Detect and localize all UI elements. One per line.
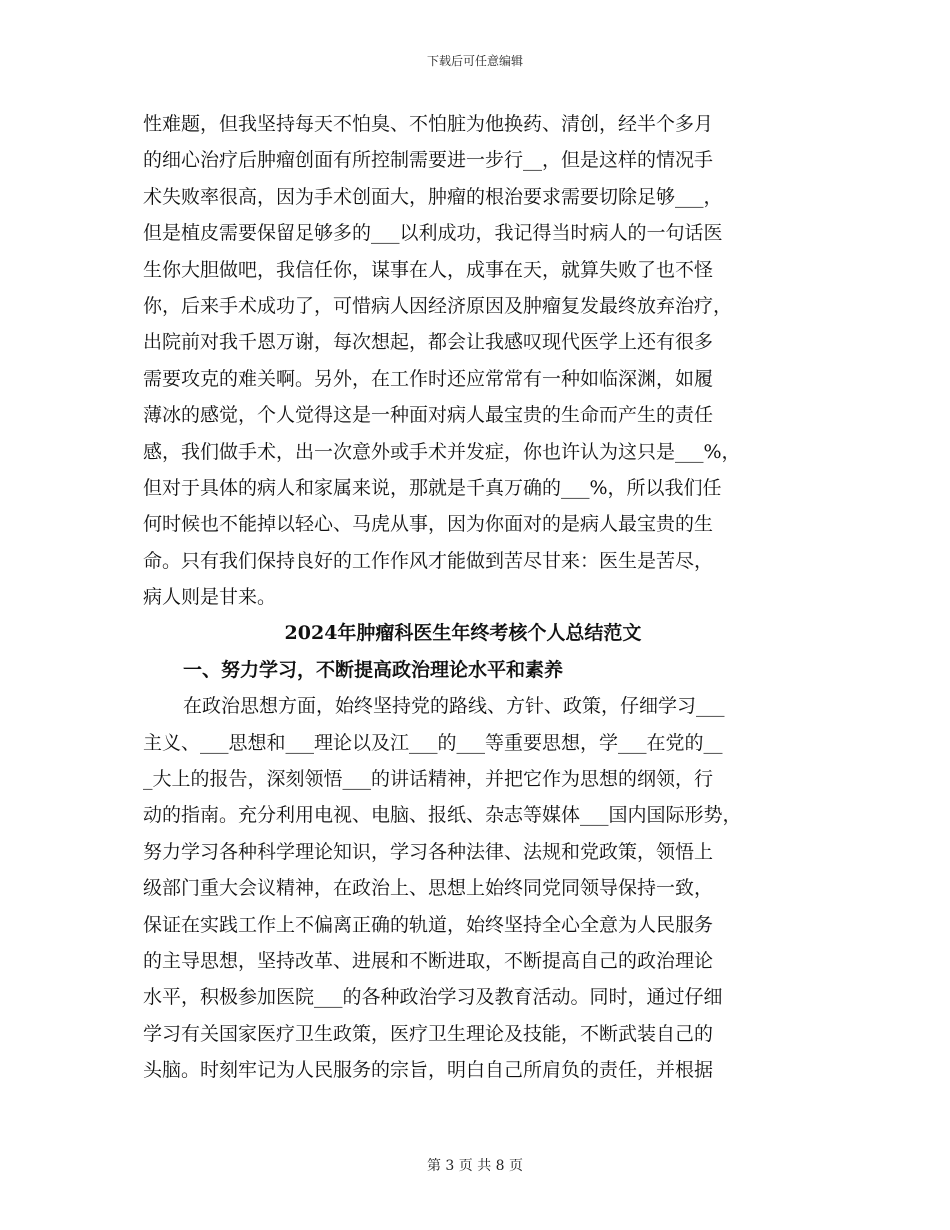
paragraph-line: 命。只有我们保持良好的工作作风才能做到苦尽甘来：医生是苦尽， bbox=[143, 549, 714, 572]
page-number-footer: 第 3 页 共 8 页 bbox=[426, 1158, 524, 1174]
paragraph-line: 的主导思想，坚持改革、进展和不断进取，不断提高自己的政治理论 bbox=[143, 949, 714, 972]
paragraph-line: 性难题，但我坚持每天不怕臭、不怕脏为他换药、清创，经半个多月 bbox=[143, 113, 714, 135]
document-body bbox=[143, 106, 811, 1089]
paragraph-line: _大上的报告，深刻领悟___的讲话精神，并把它作为思想的纲领，行 bbox=[143, 768, 714, 791]
paragraph-line: 出院前对我千恩万谢，每次想起，都会让我感叹现代医学上还有很多 bbox=[143, 331, 714, 354]
paragraph-line: 动的指南。充分利用电视、电脑、报纸、杂志等媒体___国内国际形势， bbox=[143, 804, 742, 827]
page-header: 下载后可任意编辑 bbox=[426, 54, 523, 68]
paragraph-line: 级部门重大会议精神，在政治上、思想上始终同党同领导保持一致， bbox=[143, 877, 714, 900]
paragraph-line: 生你大胆做吧，我信任你，谋事在人，成事在天，就算失败了也不怪 bbox=[143, 258, 714, 281]
paragraph-line: 薄冰的感觉，个人觉得这是一种面对病人最宝贵的生命而产生的责任 bbox=[143, 404, 714, 427]
paragraph-line: 感，我们做手术，出一次意外或手术并发症，你也许认为这只是___%， bbox=[143, 440, 741, 463]
paragraph-line: 的细心治疗后肿瘤创面有所控制需要进一步行__，但是这样的情况手 bbox=[143, 149, 714, 172]
document-title: 2024年肿瘤科医生年终考核个人总结范文 bbox=[284, 622, 642, 645]
paragraph-line: 何时候也不能掉以轻心、马虎从事，因为你面对的是病人最宝贵的生 bbox=[143, 513, 714, 536]
paragraph-line: 但是植皮需要保留足够多的___以利成功，我记得当时病人的一句话医 bbox=[143, 222, 723, 245]
paragraph-line: 你，后来手术成功了，可惜病人因经济原因及肿瘤复发最终放弃治疗， bbox=[143, 294, 733, 317]
section-heading: 一、努力学习，不断提高政治理论水平和素养 bbox=[183, 658, 564, 681]
paragraph-line: 病人则是甘来。 bbox=[143, 586, 277, 609]
paragraph-line: 努力学习各种科学理论知识，学习各种法律、法规和党政策，领悟上 bbox=[143, 840, 714, 863]
paragraph-line: 水平，积极参加医院___的各种政治学习及教育活动。同时，通过仔细 bbox=[143, 986, 723, 1009]
paragraph-line: 主义、___思想和___理论以及江___的___等重要思想，学___在党的__ bbox=[143, 731, 723, 754]
paragraph-line: 学习有关国家医疗卫生政策，医疗卫生理论及技能，不断武装自己的 bbox=[143, 1022, 714, 1045]
paragraph-line: 需要攻克的难关啊。另外，在工作时还应常常有一种如临深渊，如履 bbox=[143, 367, 714, 390]
paragraph-line: 在政治思想方面，始终坚持党的路线、方针、政策，仔细学习___ bbox=[183, 695, 725, 718]
paragraph-line: 保证在实践工作上不偏离正确的轨道，始终坚持全心全意为人民服务 bbox=[143, 913, 714, 936]
paragraph-line: 但对于具体的病人和家属来说，那就是千真万确的___%，所以我们任 bbox=[143, 476, 722, 499]
paragraph-line: 头脑。时刻牢记为人民服务的宗旨，明白自己所肩负的责任，并根据 bbox=[143, 1059, 714, 1082]
paragraph-line: 术失败率很高，因为手术创面大，肿瘤的根治要求需要切除足够___， bbox=[143, 185, 723, 208]
